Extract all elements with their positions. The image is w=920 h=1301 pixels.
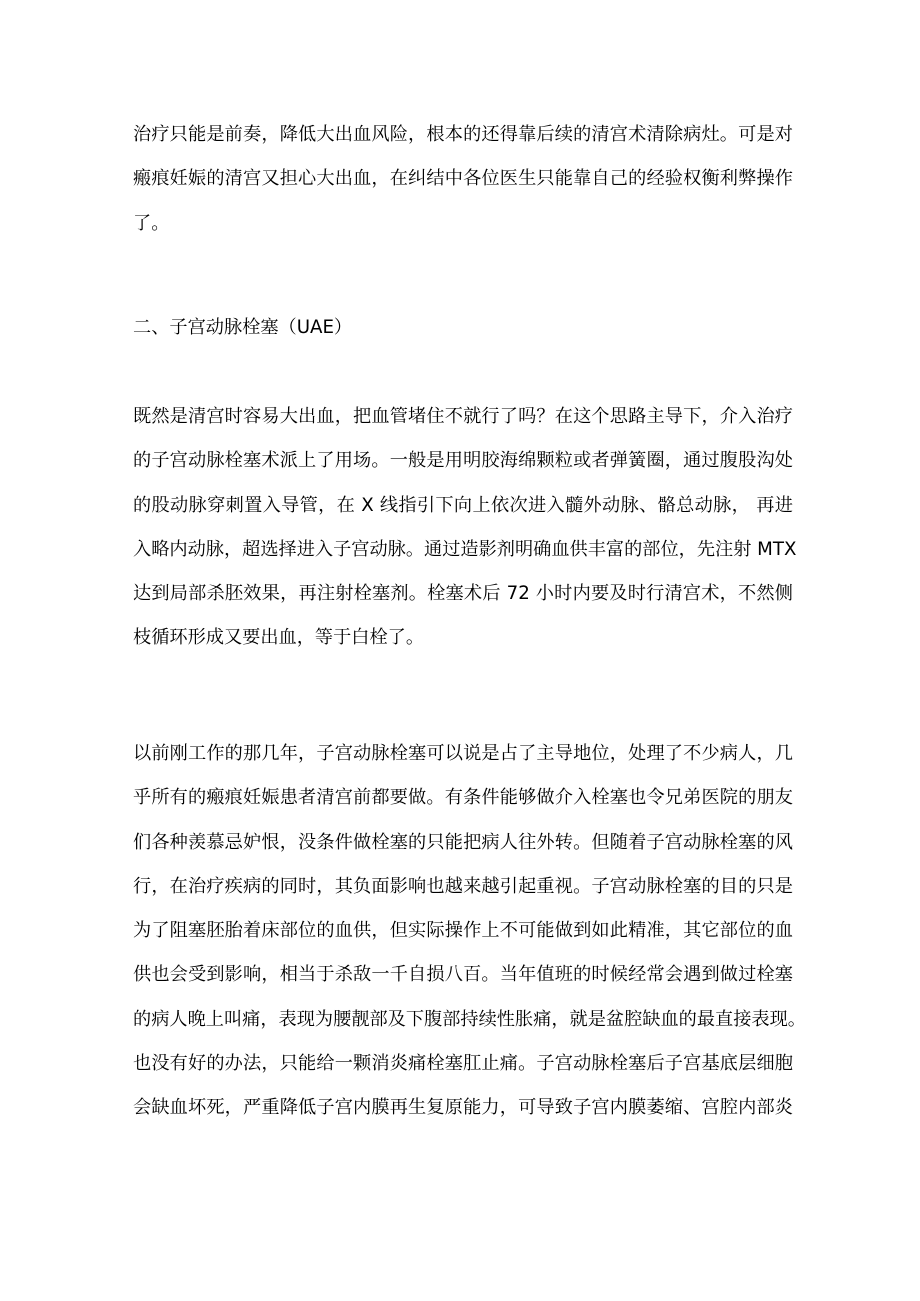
text-line: 枝循环形成又要出血，等于白栓了。 — [133, 627, 425, 649]
text-line: 乎所有的瘢痕妊娠患者清宫前都要做。有条件能够做介入栓塞也令兄弟医院的朋友 — [133, 787, 793, 809]
text-line: 达到局部杀胚效果，再注射栓塞剂。栓塞术后 72 小时内要及时行清宫术，不然侧 — [133, 583, 793, 605]
section-heading — [133, 306, 793, 350]
text-line: 们各种羡慕忌妒恨，没条件做栓塞的只能把病人往外转。但随着子宫动脉栓塞的风 — [133, 831, 793, 853]
text-line: 供也会受到影响，相当于杀敌一千自损八百。当年值班的时候经常会遇到做过栓塞 — [133, 964, 793, 986]
paragraph-uae-procedure — [133, 395, 797, 661]
text-line: 会缺血坏死，严重降低子宫内膜再生复原能力，可导致子宫内膜萎缩、宫腔内部炎 — [133, 1097, 793, 1119]
text-line: 以前刚工作的那几年，子宫动脉栓塞可以说是占了主导地位，处理了不少病人，几 — [133, 743, 793, 764]
paragraph-uae-history — [133, 732, 806, 1131]
text-line: 的子宫动脉栓塞术派上了用场。一般是用明胶海绵颗粒或者弹簧圈，通过腹股沟处 — [133, 450, 793, 472]
text-line: 了。 — [133, 212, 170, 234]
text-line: 行，在治疗疾病的同时，其负面影响也越来越引起重视。子宫动脉栓塞的目的只是 — [133, 875, 793, 897]
text-line: 既然是清宫时容易大出血，把血管堵住不就行了吗？在这个思路主导下，介入治疗 — [133, 406, 793, 427]
text-line: 瘢痕妊娠的清宫又担心大出血，在纠结中各位医生只能靠自己的经验权衡利弊操作 — [133, 168, 793, 190]
text-line: 治疗只能是前奏，降低大出血风险，根本的还得靠后续的清宫术清除病灶。可是对 — [133, 124, 793, 145]
text-line: 的股动脉穿刺置入导管，在 X 线指引下向上依次进入髓外动脉、骼总动脉， 再进 — [133, 494, 793, 516]
text-line: 的病人晚上叫痛，表现为腰靓部及下腹部持续性胀痛，就是盆腔缺血的最直接表现。 — [133, 1008, 806, 1030]
text-line: 为了阻塞胚胎着床部位的血供，但实际操作上不可能做到如此精准，其它部位的血 — [133, 920, 793, 942]
section-heading-text: 二、子宫动脉栓塞（UAE） — [133, 317, 353, 338]
text-line: 也没有好的办法，只能给一颗消炎痛栓塞肛止痛。子宫动脉栓塞后子宫基底层细胞 — [133, 1053, 793, 1075]
paragraph-intro — [133, 113, 793, 246]
text-line: 入略内动脉，超选择进入子宫动脉。通过造影剂明确血供丰富的部位，先注射 MTX — [133, 538, 797, 560]
